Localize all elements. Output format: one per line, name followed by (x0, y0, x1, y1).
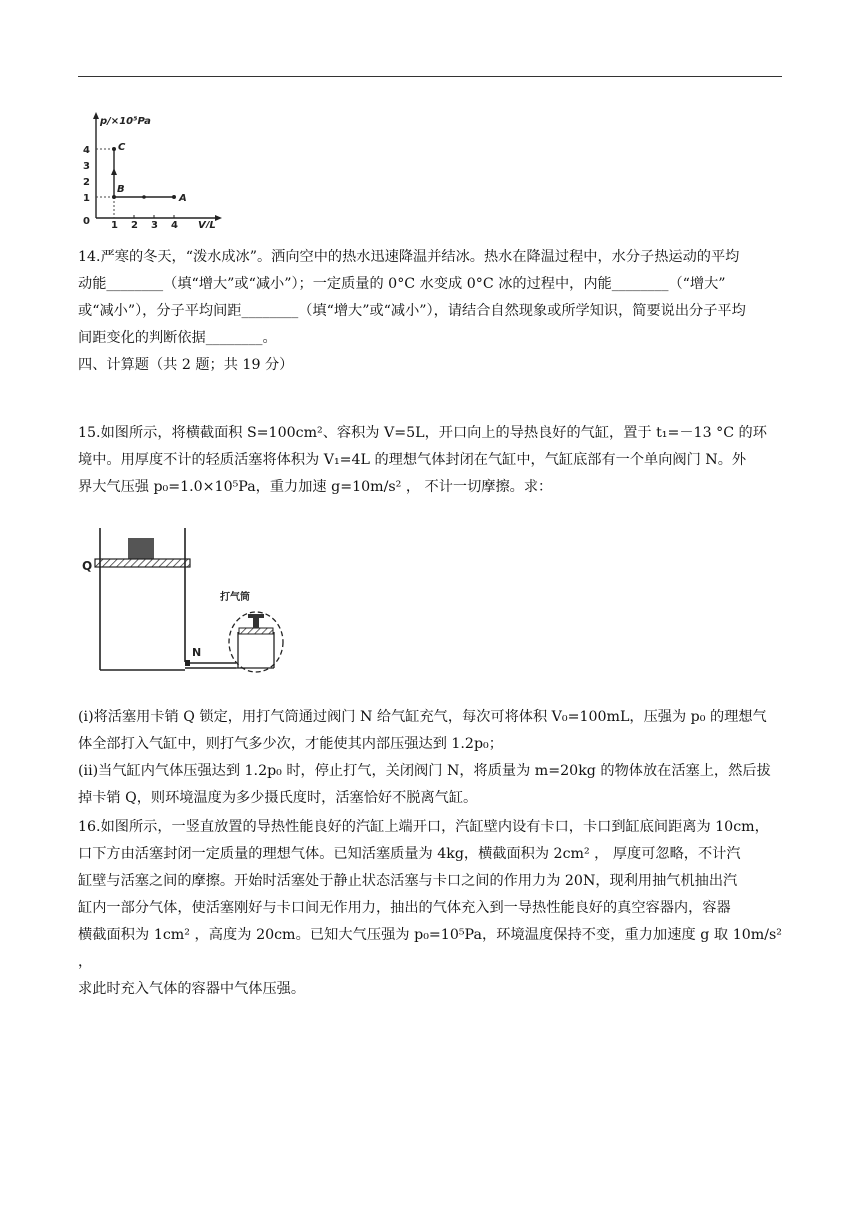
section-heading: 四、计算题（共 2 题；共 19 分） (78, 357, 294, 373)
pv-graph (78, 110, 228, 228)
y-tick-2: 2 (83, 177, 90, 188)
label-pump: 打气筒 (220, 592, 250, 603)
q15-line-3: 界大气压强 p₀=1.0×10⁵Pa，重力加速 g=10m/s² ， 不计一切摩擦。求： (78, 479, 553, 495)
q14-line-3: 或“减小”），分子平均间距________（填“增大”或“减小”），请结合自然现象或所学知识，简要说出分子平均 (78, 303, 746, 319)
y-tick-1: 1 (83, 193, 90, 204)
q15-part1-line-1: (i)将活塞用卡销 Q 锁定，用打气筒通过阀门 N 给气缸充气，每次可将体积 V₀=100mL，压强为 p₀ 的理想气 (78, 709, 767, 725)
question-14 (78, 244, 782, 352)
q15-part1-line-2: 体全部打入气缸中，则打气多少次，才能使其内部压强达到 1.2p₀； (78, 736, 503, 752)
y-axis-label: p/×10⁵Pa (100, 116, 151, 127)
q14-line-1: 14.严寒的冬天，“泼水成冰”。洒向空中的热水迅速降温并结冰。热水在降温过程中，水分子热运动的平均 (78, 249, 740, 265)
q16-line-2: 口下方由活塞封闭一定质量的理想气体。已知活塞质量为 4kg，横截面积为 2cm² ， 厚度可忽略，不计汽 (78, 846, 741, 862)
q14-line-4: 间距变化的判断依据________。 (78, 330, 277, 346)
q15-line-2: 境中。用厚度不计的轻质活塞将体积为 V₁=4L 的理想气体封闭在气缸中，气缸底部有一个单向阀门 N。外 (78, 452, 747, 468)
q15-part-1 (78, 704, 782, 758)
x-tick-2: 2 (131, 220, 138, 228)
q16-line-5: 横截面积为 1cm² ，高度为 20cm。已知大气压强为 p₀=10⁵Pa，环境温度保持不变，重力加速度 g 取 10m/s² ， (78, 927, 782, 970)
q16-line-6: 求此时充入气体的容器中气体压强。 (78, 981, 306, 997)
q16-line-3: 缸壁与活塞之间的摩擦。开始时活塞处于静止状态活塞与卡口之间的作用力为 20N，现利用抽气机抽出汽 (78, 873, 738, 889)
header-rule (78, 76, 782, 77)
question-15 (78, 420, 782, 501)
point-c-label: C (118, 142, 126, 153)
q15-part2-line-1: (ii)当气缸内气体压强达到 1.2p₀ 时，停止打气，关闭阀门 N，将质量为 m=20kg 的物体放在活塞上，然后拔 (78, 763, 771, 779)
q15-part2-line-2: 掉卡销 Q，则环境温度为多少摄氏度时，活塞恰好不脱离气缸。 (78, 790, 478, 806)
label-n: N (192, 646, 202, 659)
q16-line-1: 16.如图所示，一竖直放置的导热性能良好的汽缸上端开口，汽缸壁内设有卡口，卡口到缸底间距离为 10cm， (78, 819, 769, 835)
y-tick-4: 4 (83, 145, 90, 156)
q15-line-1: 15.如图所示，将横截面积 S=100cm²、容积为 V=5L，开口向上的导热良好的气缸，置于 t₁=－13 °C 的环 (78, 425, 767, 441)
piston (95, 559, 190, 567)
question-16 (78, 814, 782, 1003)
label-q: Q (82, 559, 93, 573)
x-tick-3: 3 (151, 220, 158, 228)
pump-piston (239, 628, 273, 634)
origin-label: 0 (83, 216, 90, 227)
x-tick-1: 1 (111, 220, 118, 228)
x-tick-4: 4 (171, 220, 178, 228)
y-tick-3: 3 (83, 161, 90, 172)
q16-line-4: 缸内一部分气体，使活塞刚好与卡口间无作用力，抽出的气体充入到一导热性能良好的真空容器内，容器 (78, 900, 731, 916)
point-a (172, 195, 176, 199)
point-b-label: B (117, 184, 125, 195)
point-b (112, 195, 116, 199)
valve-n (185, 660, 190, 666)
x-axis-label: V/L (198, 220, 216, 228)
point-c (112, 147, 116, 151)
q14-line-2: 动能________（填“增大”或“减小”）；一定质量的 0°C 水变成 0°C 冰的过程中，内能________（“增大” (78, 276, 726, 292)
q15-part-2 (78, 758, 782, 812)
weight-block (128, 538, 154, 559)
cylinder-figure (78, 520, 308, 680)
point-a-label: A (179, 193, 187, 204)
